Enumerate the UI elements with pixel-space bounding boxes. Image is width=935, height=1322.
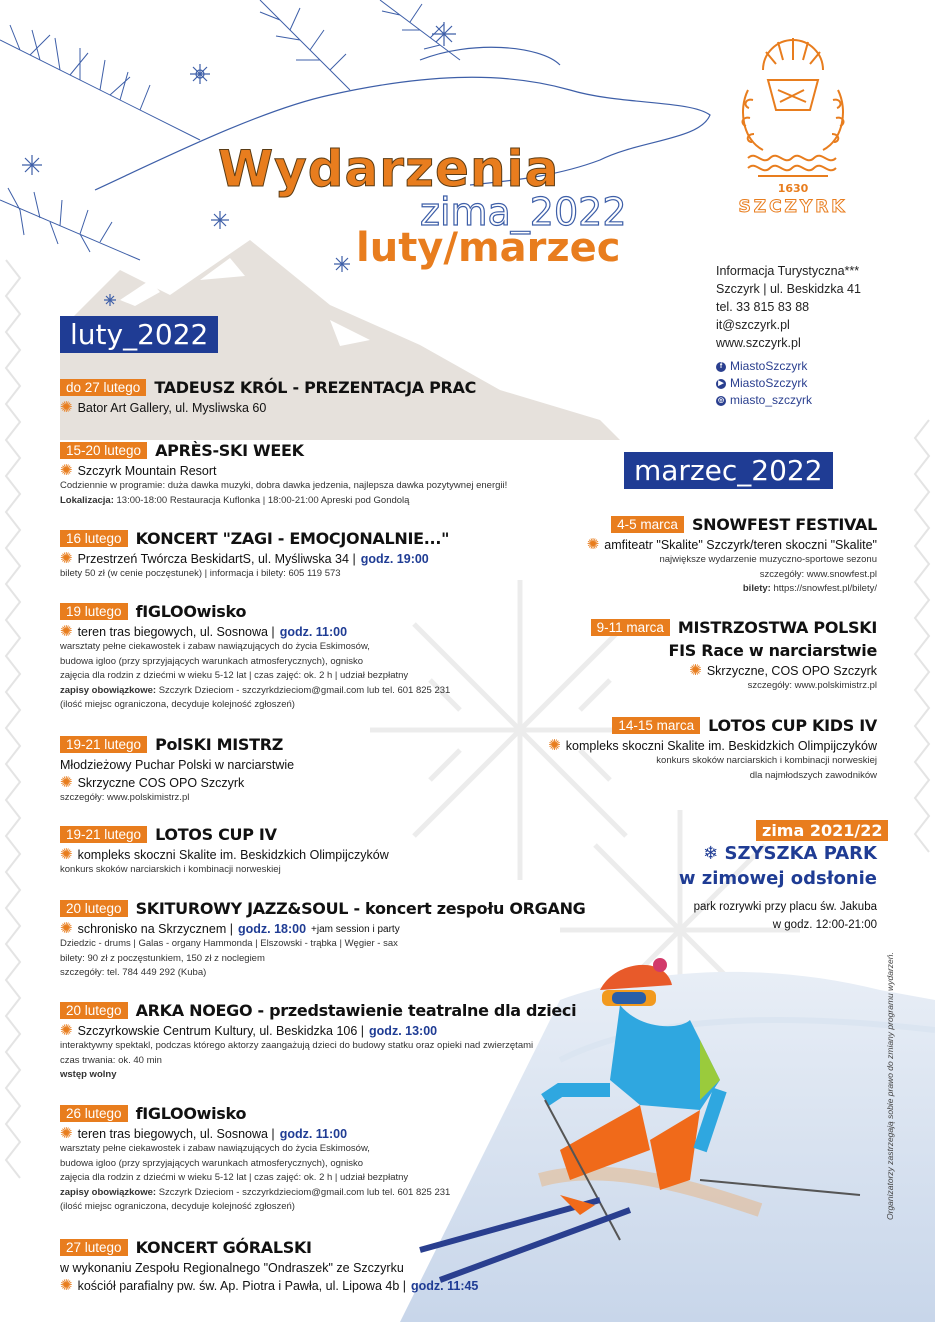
info-line-2: Szczyrk | ul. Beskidzka 41 xyxy=(716,282,861,296)
event-marzec-2 xyxy=(591,618,877,693)
event-hour: godz. 19:00 xyxy=(360,552,429,566)
event-note: zapisy obowiązkowe: Szczyrk Dzieciom - szczyrkdzieciom@gmail.com lub tel. 601 825 231 xyxy=(60,684,451,696)
event-date: 4-5 marca xyxy=(611,516,684,533)
event-place: kompleks skoczni Skalite im. Beskidzkich Olimpijczyków xyxy=(565,739,877,753)
event-place: teren tras biegowych, ul. Sosnowa | xyxy=(77,1127,275,1141)
event-date: 26 lutego xyxy=(60,1105,128,1122)
disclaimer: Organizatorzy zastrzegają sobie prawo do zmiany programu wydarzeń. xyxy=(885,952,895,1220)
sun-icon: ✺ xyxy=(60,846,73,863)
event-place: Przestrzeń Twórcza BeskidartS, ul. Myśliwska 34 | xyxy=(77,552,356,566)
szyszka-park-info xyxy=(679,843,877,931)
event-note: Dziedzic - drums | Galas - organy Hammonda | Elszowski - trąbka | Węgier - sax xyxy=(60,938,398,949)
event-note: warsztaty pełne ciekawostek i zabaw nawiązujących do życia Eskimosów, xyxy=(60,1143,370,1154)
event-date: 19 lutego xyxy=(60,603,128,620)
month-header-marzec: marzec_2022 xyxy=(624,452,833,489)
event-place: Szczyrkowskie Centrum Kultury, ul. Beskidzka 106 | xyxy=(77,1024,365,1038)
event-place: kościół parafialny pw. św. Ap. Piotra i Pawła, ul. Lipowa 4b | xyxy=(77,1279,406,1293)
event-extra: +jam session i party xyxy=(311,923,400,935)
poster-subtitle: zima_2022 xyxy=(420,190,627,234)
poster-title: Wydarzenia xyxy=(218,140,560,198)
sun-icon: ✺ xyxy=(60,550,73,567)
event-note: zajęcia dla rodzin z dziećmi w wieku 5-12 lat | czas zajęć: ok. 2 h | udział bezpłatny xyxy=(60,670,409,681)
sun-icon: ✺ xyxy=(60,920,73,937)
snowflake-icon: ❄ xyxy=(703,843,719,864)
youtube-link[interactable]: ▶ MiastoSzczyrk xyxy=(716,375,861,392)
event-marzec-1 xyxy=(587,515,877,596)
event-note: (ilość miejsc ograniczona, decyduje kolejność zgłoszeń) xyxy=(60,1201,295,1212)
event-place: teren tras biegowych, ul. Sosnowa | xyxy=(77,625,275,639)
event-luty-3 xyxy=(60,529,449,581)
event-title: KONCERT GÓRALSKI xyxy=(135,1238,312,1257)
event-place: Szczyrk Mountain Resort xyxy=(77,464,217,478)
szyszka-note: park rozrywki przy placu św. Jakuba xyxy=(693,901,877,913)
event-place: Skrzyczne COS OPO Szczyrk xyxy=(77,776,245,790)
event-note: szczegóły: www.snowfest.pl xyxy=(759,568,877,580)
event-note: zajęcia dla rodzin z dziećmi w wieku 5-12 lat | czas zajęć: ok. 2 h | udział bezpłatny xyxy=(60,1172,409,1183)
event-luty-2 xyxy=(60,441,507,507)
event-note: konkurs skoków narciarskich i kombinacji norweskiej xyxy=(656,755,877,766)
sun-icon: ✺ xyxy=(60,462,73,479)
szyszka-subtitle: w zimowej odsłonie xyxy=(678,868,877,889)
season-badge: zima 2021/22 xyxy=(756,820,888,841)
social-links xyxy=(716,358,861,409)
event-date: 27 lutego xyxy=(60,1239,128,1256)
event-title: SNOWFEST FESTIVAL xyxy=(691,515,877,534)
event-title-secondary: FIS Race w narciarstwie xyxy=(668,641,877,660)
event-note: czas trwania: ok. 40 min xyxy=(60,1054,162,1066)
event-place: schronisko na Skrzycznem | xyxy=(77,922,233,936)
event-note: bilety: https://snowfest.pl/bilety/ xyxy=(742,583,877,594)
event-hour: godz. 11:45 xyxy=(411,1279,479,1293)
event-note: konkurs skoków narciarskich i kombinacji norweskiej xyxy=(60,864,281,875)
event-note: budowa igloo (przy sprzyjających warunkach atmosferycznych), ognisko xyxy=(60,1157,364,1169)
event-subtitle: w wykonaniu Zespołu Regionalnego "Ondraszek" ze Szczyrku xyxy=(60,1261,404,1275)
event-note: Lokalizacja: 13:00-18:00 Restauracja Kuflonka | 18:00-21:00 Apreski pod Gondolą xyxy=(60,494,410,506)
event-date: 20 lutego xyxy=(60,900,128,917)
sun-icon: ✺ xyxy=(60,623,73,640)
event-note: bilety: 90 zł z poczęstunkiem, 150 zł z noclegiem xyxy=(60,952,265,964)
event-luty-5 xyxy=(60,735,294,805)
event-note: Codziennie w programie: duża dawka muzyki, dobra dawka jedzenia, najlepsza dawka pozytywnej energii! xyxy=(60,480,508,491)
event-title: LOTOS CUP IV xyxy=(155,825,277,844)
event-marzec-3 xyxy=(548,716,877,782)
event-place: amfiteatr "Skalite" Szczyrk/teren skoczni "Skalite" xyxy=(604,538,877,552)
event-note: bilety 50 zł (w cenie poczęstunek) | informacja i bilety: 605 119 573 xyxy=(60,568,341,579)
event-date: 15-20 lutego xyxy=(60,442,147,459)
event-hour: godz. 13:00 xyxy=(369,1024,438,1038)
event-title: APRÈS-SKI WEEK xyxy=(155,441,304,460)
event-note: warsztaty pełne ciekawostek i zabaw nawiązujących do życia Eskimosów, xyxy=(60,641,370,652)
event-note: zapisy obowiązkowe: Szczyrk Dzieciom - szczyrkdzieciom@gmail.com lub tel. 601 825 231 xyxy=(60,1186,451,1198)
event-place: Bator Art Gallery, ul. Mysliwska 60 xyxy=(77,401,267,415)
info-line-3: tel. 33 815 83 88 xyxy=(716,300,810,314)
sun-icon: ✺ xyxy=(586,536,600,553)
months-title: luty/marzec xyxy=(356,225,621,271)
event-note: największe wydarzenie muzyczno-sportowe sezonu xyxy=(659,554,877,565)
event-luty-4 xyxy=(60,602,450,712)
event-place: kompleks skoczni Skalite im. Beskidzkich Olimpijczyków xyxy=(77,848,389,862)
logo-name: SZCZYRK xyxy=(738,197,848,217)
szyszka-hours: w godz. 12:00-21:00 xyxy=(772,919,877,931)
event-date: 20 lutego xyxy=(60,1002,128,1019)
event-luty-7 xyxy=(60,899,586,980)
event-note: (ilość miejsc ograniczona, decyduje kolejność zgłoszeń) xyxy=(60,699,295,710)
youtube-icon: ▶ xyxy=(716,379,726,389)
event-date: 14-15 marca xyxy=(612,717,700,734)
facebook-icon: f xyxy=(716,362,726,372)
event-title: fIGLOOwisko xyxy=(135,602,247,621)
facebook-link[interactable]: f MiastoSzczyrk xyxy=(716,358,861,375)
szczyrk-logo xyxy=(718,30,868,220)
logo-year: 1630 xyxy=(777,182,809,195)
info-line-5: www.szczyrk.pl xyxy=(716,336,801,350)
event-note: szczegóły: tel. 784 449 292 (Kuba) xyxy=(60,967,207,978)
instagram-link[interactable]: ◎ miasto_szczyrk xyxy=(717,393,813,407)
event-date: 19-21 lutego xyxy=(60,736,147,753)
month-header-luty: luty_2022 xyxy=(60,316,218,353)
szyszka-title: SZYSZKA PARK xyxy=(724,843,877,864)
event-title: MISTRZOSTWA POLSKI xyxy=(677,618,877,637)
event-note: szczegóły: www.polskimistrz.pl xyxy=(747,680,877,691)
event-title: ARKA NOEGO - przedstawienie teatralne dla dzieci xyxy=(135,1001,577,1020)
event-hour: godz. 18:00 xyxy=(237,922,307,936)
info-line-4: it@szczyrk.pl xyxy=(716,318,790,332)
event-date: do 27 lutego xyxy=(60,379,146,396)
event-luty-8 xyxy=(60,1001,576,1082)
sun-icon: ✺ xyxy=(60,1125,73,1142)
event-place: Skrzyczne, COS OPO Szczyrk xyxy=(706,664,877,678)
event-date: 19-21 lutego xyxy=(60,826,147,843)
event-luty-10 xyxy=(60,1238,478,1293)
sun-icon: ✺ xyxy=(60,1277,73,1294)
event-note: interaktywny spektakl, podczas którego aktorzy zaangażują dzieci do budowy statku oraz opieki nad zwierzętami xyxy=(60,1040,534,1051)
event-luty-9 xyxy=(60,1104,450,1214)
event-luty-6 xyxy=(60,825,389,877)
event-luty-1 xyxy=(60,378,476,415)
event-hour: godz. 11:00 xyxy=(279,625,348,639)
event-hour: godz. 11:00 xyxy=(279,1127,348,1141)
sun-icon: ✺ xyxy=(689,662,702,679)
event-date: 16 lutego xyxy=(60,530,128,547)
event-title: SKITUROWY JAZZ&SOUL - koncert zespołu ORGANG xyxy=(135,899,586,918)
event-note: dla najmłodszych zawodników xyxy=(749,769,877,781)
instagram-icon: ◎ xyxy=(717,396,725,404)
event-note: wstęp wolny xyxy=(60,1069,117,1080)
sun-icon: ✺ xyxy=(60,1022,73,1039)
sun-icon: ✺ xyxy=(60,774,73,791)
event-title: KONCERT "ZAGI - EMOCJONALNIE..." xyxy=(135,529,450,548)
event-title: LOTOS CUP KIDS IV xyxy=(708,716,877,735)
sun-icon: ✺ xyxy=(60,399,73,416)
info-line-1: Informacja Turystyczna*** xyxy=(716,264,860,278)
event-subtitle: Młodzieżowy Puchar Polski w narciarstwie xyxy=(60,758,295,772)
event-date: 9-11 marca xyxy=(591,619,670,636)
event-note: szczegóły: www.polskimistrz.pl xyxy=(60,792,190,803)
event-note: budowa igloo (przy sprzyjających warunkach atmosferycznych), ognisko xyxy=(60,655,364,667)
event-title: fIGLOOwisko xyxy=(135,1104,247,1123)
sun-icon: ✺ xyxy=(548,737,561,754)
event-title: TADEUSZ KRÓL - PREZENTACJA PRAC xyxy=(154,378,477,397)
tourist-info xyxy=(716,262,861,409)
event-title: PolSKI MISTRZ xyxy=(155,735,284,754)
